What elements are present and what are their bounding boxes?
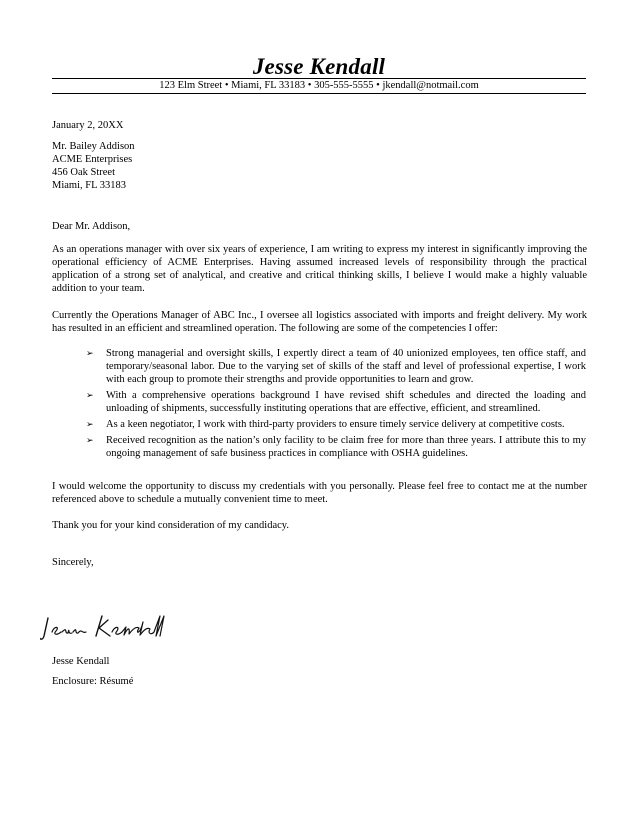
letter-date: January 2, 20XX [52, 120, 124, 131]
list-item [86, 418, 586, 431]
paragraph-current-role: Currently the Operations Manager of ABC Inc., I oversee all logistics associated with imports and freight delivery. My work has resulted in an efficient and streamlined operation. The following are some of the competencies I offer: [52, 310, 587, 334]
recipient-address [52, 140, 587, 192]
competencies-list [86, 347, 586, 463]
closing-sincerely: Sincerely, [52, 557, 94, 568]
handwritten-signature [40, 612, 190, 644]
recipient-city: Miami, FL 33183 [52, 180, 126, 191]
enclosure-note: Enclosure: Résumé [52, 676, 134, 687]
arrow-bullet-icon: ➢ [86, 348, 94, 358]
list-item [86, 434, 586, 460]
recipient-street: 456 Oak Street [52, 167, 115, 178]
paragraph-closing-request: I would welcome the opportunity to discuss my credentials with you personally. Please feel free to contact me at the number referenced above to schedule a mutually convenient time to meet. [52, 481, 587, 505]
top-rule [52, 78, 586, 79]
letterhead-name: Jesse Kendall [252, 54, 386, 79]
contact-line: 123 Elm Street • Miami, FL 33183 • 305-555-5555 • jkendall@notmail.com [159, 80, 479, 91]
recipient-company: ACME Enterprises [52, 154, 133, 165]
list-item [86, 347, 586, 386]
paragraph-intro: As an operations manager with over six years of experience, I am writing to express my interest in significantly improving the operational efficiency of ACME Enterprises. Having assumed increased levels of responsibility through the practical application of a strong set of analytical, and creative and critical thinking skills, I believe I would make a highly valuable addition to your team. [52, 244, 587, 294]
thanks-line: Thank you for your kind consideration of my candidacy. [52, 520, 289, 531]
list-item-text: Received recognition as the nation’s only facility to be claim free for more than three years. I attribute this to my ongoing management of safe business practices in compliance with OSHA guidelines. [106, 435, 586, 459]
list-item-text: As a keen negotiator, I work with third-party providers to ensure timely service delivery at competitive costs. [106, 419, 565, 430]
recipient-name: Mr. Bailey Addison [52, 141, 135, 152]
list-item-text: With a comprehensive operations background I have revised shift schedules and directed the loading and unloading of shipments, successfully instituting operations that are effective, efficient, and streamlined. [106, 390, 586, 414]
salutation: Dear Mr. Addison, [52, 221, 131, 232]
arrow-bullet-icon: ➢ [86, 419, 94, 429]
signed-name: Jesse Kendall [52, 656, 110, 667]
list-item [86, 389, 586, 415]
bottom-rule [52, 93, 586, 94]
list-item-text: Strong managerial and oversight skills, I expertly direct a team of 40 unionized employees, ten office staff, and temporary/seasonal labor. Due to the varying set of skills of the staff and level of professional expertise, I work with each group to promote their strengths and provide opportunities to learn and grow. [106, 348, 586, 385]
arrow-bullet-icon: ➢ [86, 390, 94, 400]
arrow-bullet-icon: ➢ [86, 435, 94, 445]
